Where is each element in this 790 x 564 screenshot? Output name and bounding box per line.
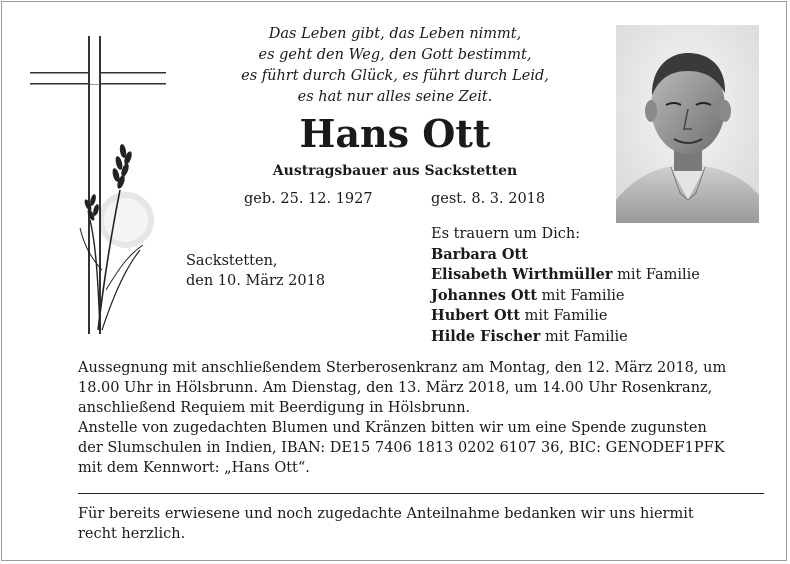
poem-line: es führt durch Glück, es führt durch Leid, (241, 68, 549, 84)
place-date (186, 251, 325, 291)
body-line: Aussegnung mit anschließendem Sterberosenkranz am Montag, den 12. März 2018, um (78, 360, 727, 376)
thanks-line: recht herzlich. (78, 526, 186, 542)
poem-line: es hat nur alles seine Zeit. (297, 89, 493, 105)
deceased-subtitle: Austragsbauer aus Sackstetten (272, 163, 518, 179)
mourner-name: Hubert Ott (431, 307, 521, 324)
poem (200, 24, 590, 108)
mourner-name: Johannes Ott (431, 286, 538, 304)
poem-line: Das Leben gibt, das Leben nimmt, (268, 26, 522, 42)
date-line: den 10. März 2018 (186, 273, 326, 289)
body-line: Anstelle von zugedachten Blumen und Kränzen bitten wir um eine Spende zugunsten (78, 420, 707, 436)
mourners (431, 224, 700, 347)
ceremony-info (78, 358, 766, 478)
body-line: 18.00 Uhr in Hölsbrunn. Am Dienstag, den 13. März 2018, um 14.00 Uhr Rosenkranz, (78, 380, 713, 396)
birth-date: geb. 25. 12. 1927 (244, 191, 373, 207)
mourner-suffix: mit Familie (540, 328, 628, 345)
cross-with-wheat-icon (28, 30, 168, 335)
place-line: Sackstetten, (186, 253, 278, 269)
death-date: gest. 8. 3. 2018 (431, 191, 546, 207)
mourner-name: Elisabeth Wirthmüller (431, 266, 613, 283)
mourner-name: Hilde Fischer (431, 327, 541, 345)
body-line: anschließend Requiem mit Beerdigung in Hölsbrunn. (78, 400, 471, 416)
mourner-suffix: mit Familie (612, 267, 700, 283)
thanks-text (78, 504, 766, 544)
mourner-suffix: mit Familie (537, 287, 625, 304)
mourners-heading: Es trauern um Dich: (431, 226, 581, 242)
body-line: der Slumschulen in Indien, IBAN: DE15 7406 1813 0202 6107 36, BIC: GENODEF1PFK (78, 440, 725, 456)
divider (78, 493, 764, 494)
poem-line: es geht den Weg, den Gott bestimmt, (258, 47, 532, 63)
mourner-item (431, 286, 700, 307)
thanks-line: Für bereits erwiesene und noch zugedachte Anteilnahme bedanken wir uns hiermit (78, 506, 694, 522)
body-line: mit dem Kennwort: „Hans Ott“. (78, 460, 310, 476)
mourner-name: Barbara Ott (431, 245, 528, 263)
deceased-name: Hans Ott (299, 111, 491, 156)
mourner-suffix: mit Familie (520, 308, 608, 324)
mourner-item (431, 245, 700, 266)
mourner-item (431, 327, 700, 348)
mourner-item (431, 306, 700, 327)
portrait-photo (616, 25, 759, 223)
mourner-item (431, 265, 700, 286)
portrait-image (616, 25, 759, 223)
